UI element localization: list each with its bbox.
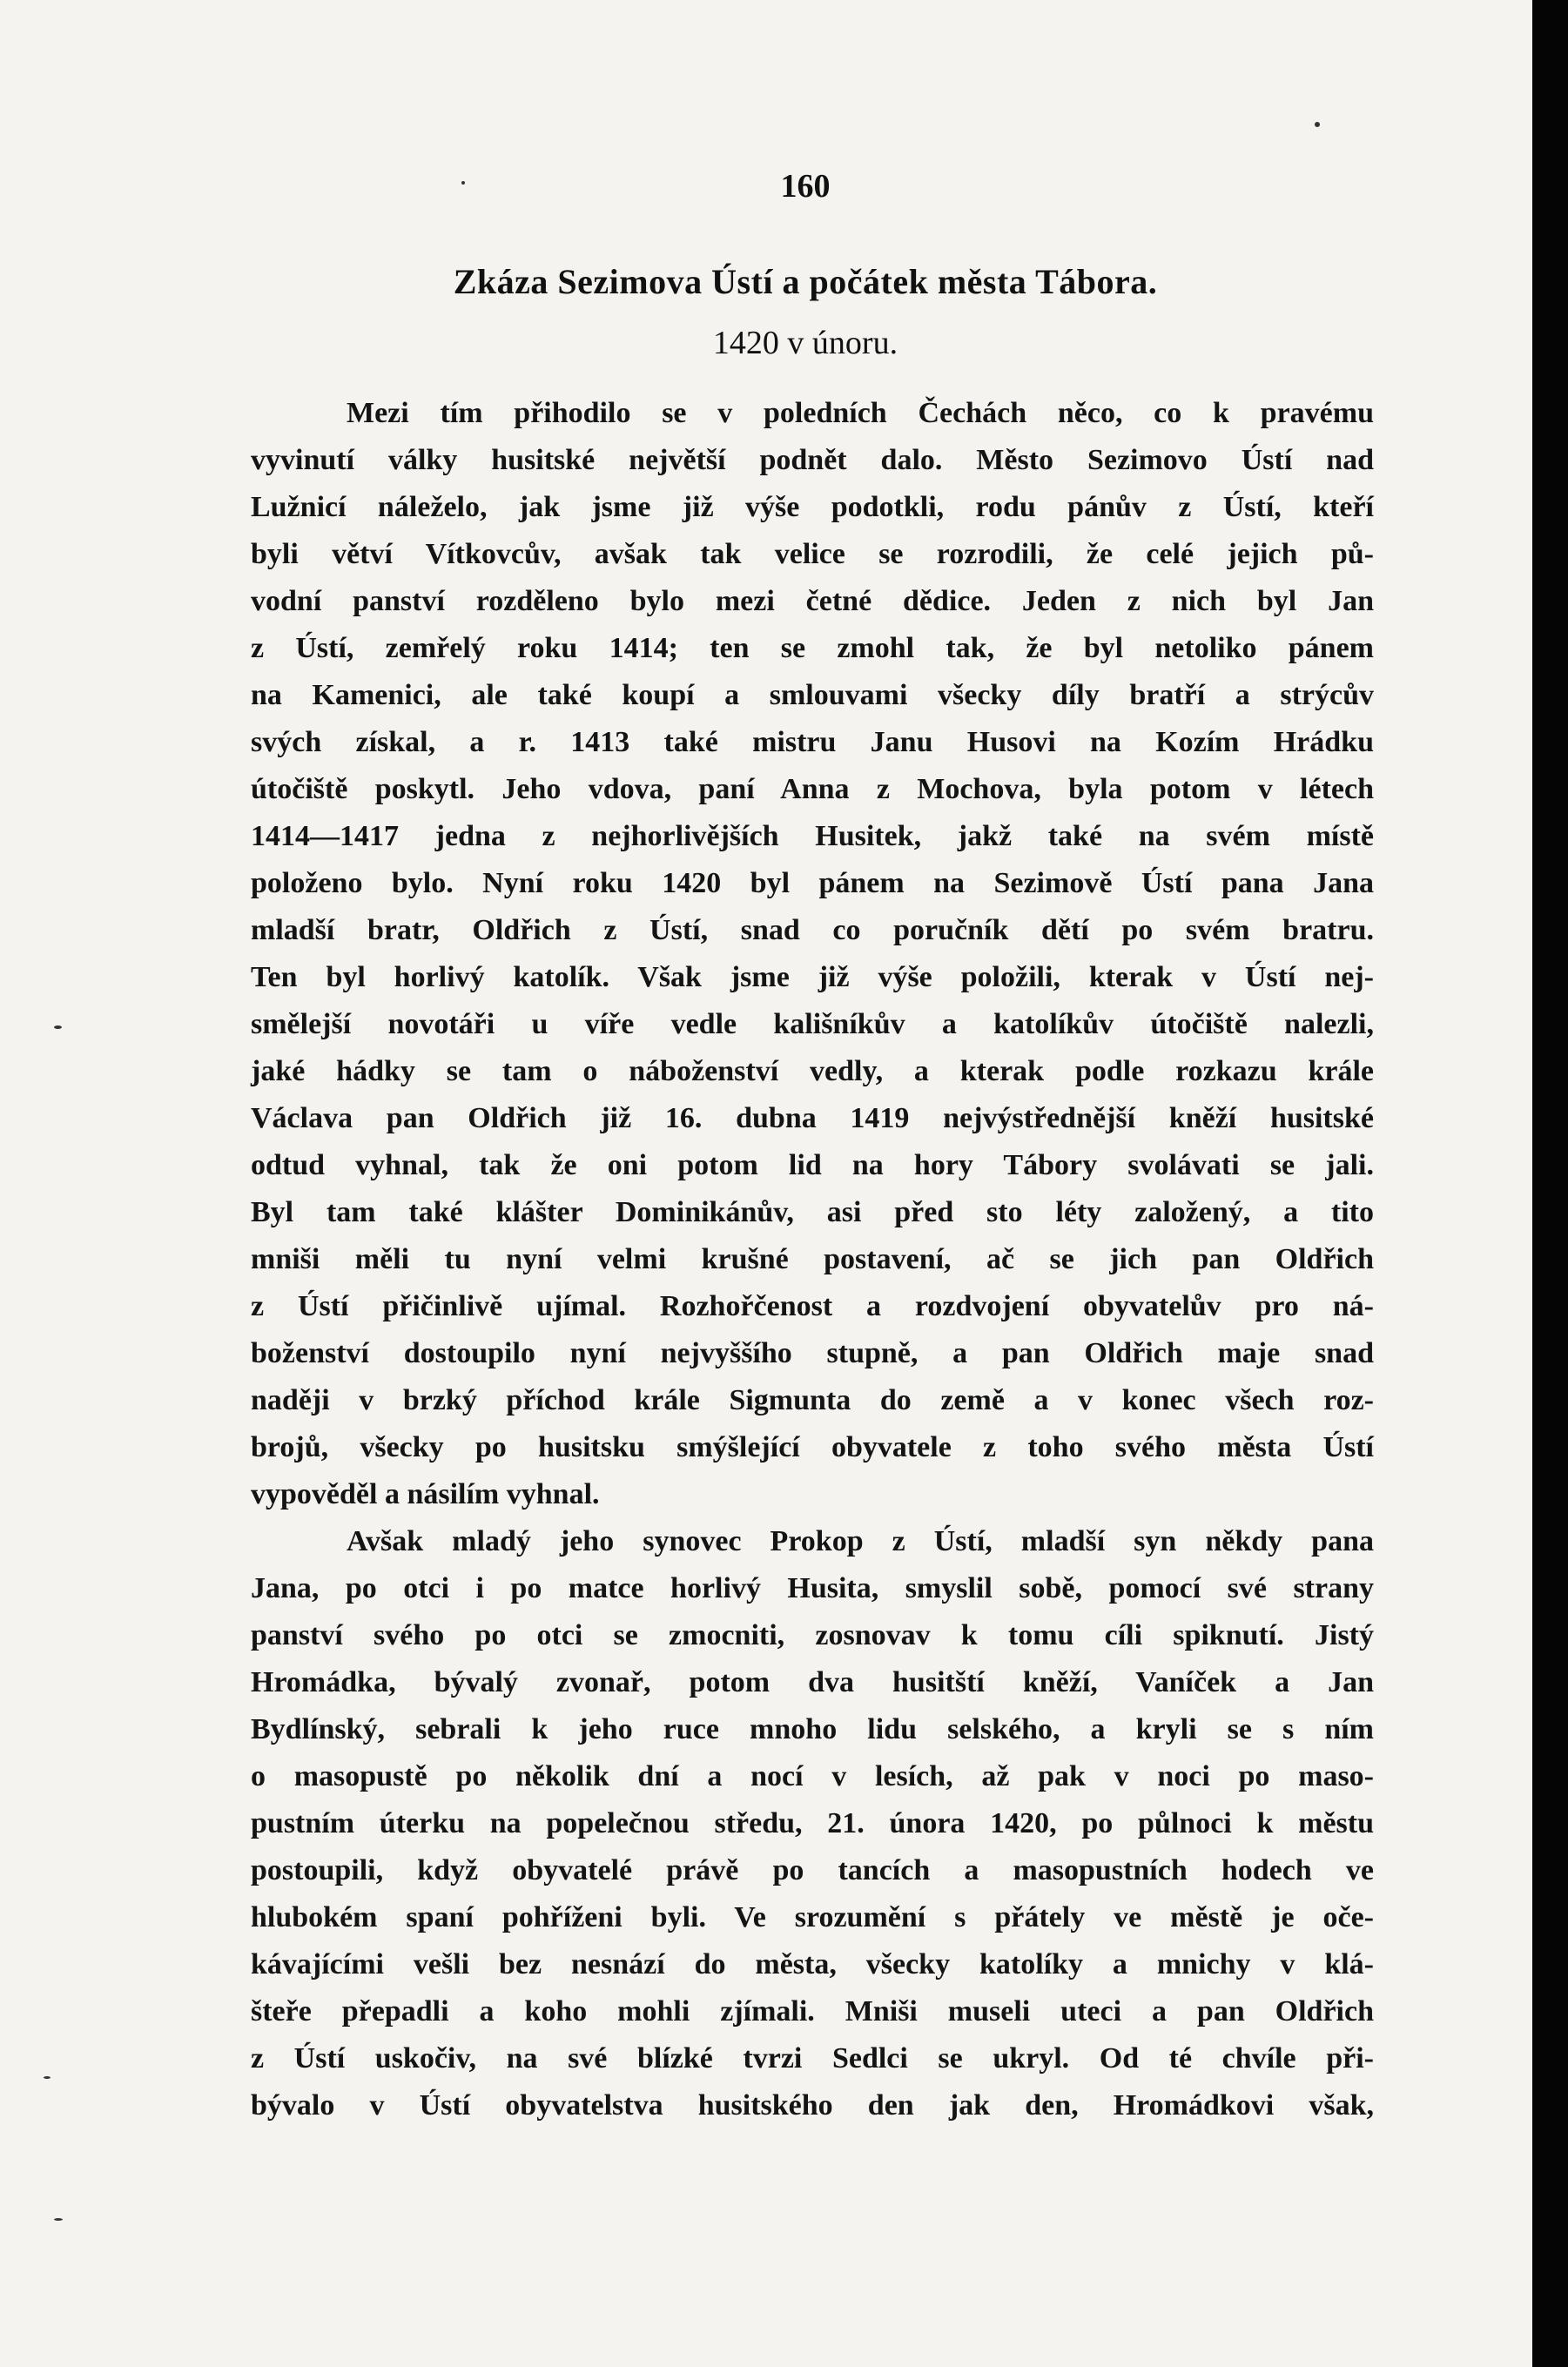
text-line: boženství dostoupilo nyní nejvyššího stupně, a pan Oldřich maje snad — [251, 1337, 1374, 1369]
chapter-date: 1420 v únoru. — [712, 325, 898, 361]
page-number: 160 — [780, 168, 831, 205]
scan-speck — [1315, 122, 1320, 127]
text-line: mladší bratr, Oldřich z Ústí, snad co poručník dětí po svém bratru. — [251, 914, 1374, 946]
text-line: Mezi tím přihodilo se v poledních Čechách něco, co k pravému — [347, 397, 1374, 429]
text-line: vyvinutí války husitské největší podnět dalo. Město Sezimovo Ústí nad — [251, 444, 1374, 476]
text-line: bývalo v Ústí obyvatelstva husitského den jak den, Hromádkovi však, — [251, 2089, 1374, 2122]
text-line: útočiště poskytl. Jeho vdova, paní Anna z Mochova, byla potom v létech — [251, 773, 1374, 805]
text-line: o masopustě po několik dní a nocí v lesích, až pak v noci po maso- — [251, 1760, 1374, 1792]
text-line: Lužnicí náleželo, jak jsme již výše podotkli, rodu pánův z Ústí, kteří — [251, 491, 1374, 523]
body-text — [251, 390, 1374, 2129]
text-line: byli větví Vítkovcův, avšak tak velice se rozrodili, že celé jejich pů- — [251, 538, 1374, 570]
scan-speck — [54, 2218, 63, 2221]
text-line: z Ústí, zemřelý roku 1414; ten se zmohl tak, že byl netoliko pánem — [251, 632, 1374, 664]
text-line: Hromádka, bývalý zvonař, potom dva husitští kněží, Vaníček a Jan — [251, 1666, 1374, 1698]
text-line: z Ústí uskočiv, na své blízké tvrzi Sedlci se ukryl. Od té chvíle při- — [251, 2042, 1374, 2074]
text-line: 1414—1417 jedna z nejhorlivějších Husitek, jakž také na svém místě — [251, 820, 1374, 852]
text-line: na Kamenici, ale také koupí a smlouvami všecky díly bratří a strýcův — [251, 679, 1374, 711]
text-line: vypověděl a násilím vyhnal. — [251, 1478, 600, 1510]
scan-border — [1532, 0, 1568, 2367]
text-line: jaké hádky se tam o náboženství vedly, a kterak podle rozkazu krále — [251, 1055, 1374, 1087]
text-line: svých získal, a r. 1413 také mistru Janu Husovi na Kozím Hrádku — [251, 726, 1374, 758]
text-line: brojů, všecky po husitsku smýšlející obyvatele z toho svého města Ústí — [251, 1431, 1374, 1463]
text-line: panství svého po otci se zmocniti, zosnovav k tomu cíli spiknutí. Jistý — [251, 1619, 1374, 1651]
text-line: Ten byl horlivý katolík. Však jsme již výše položili, kterak v Ústí nej- — [251, 961, 1374, 993]
text-line: mniši měli tu nyní velmi krušné postavení, ač se jich pan Oldřich — [251, 1243, 1374, 1275]
text-line: hlubokém spaní pohříženi byli. Ve srozumění s přátely ve městě je oče- — [251, 1901, 1374, 1933]
chapter-title: Zkáza Sezimova Ústí a počátek města Tábora. — [453, 262, 1158, 301]
text-line: vodní panství rozděleno bylo mezi četné dědice. Jeden z nich byl Jan — [251, 585, 1374, 617]
scan-speck — [44, 2076, 50, 2079]
text-line: pustním úterku na popelečnou středu, 21. února 1420, po půlnoci k městu — [251, 1807, 1374, 1839]
scan-speck — [54, 1025, 62, 1029]
text-line: položeno bylo. Nyní roku 1420 byl pánem na Sezimově Ústí pana Jana — [251, 867, 1374, 899]
text-line: kávajícími vešli bez nesnází do města, všecky katolíky a mnichy v klá- — [251, 1948, 1374, 1980]
text-line: smělejší novotáři u víře vedle kališníkův a katolíkův útočiště nalezli, — [251, 1008, 1374, 1040]
text-line: Byl tam také klášter Dominikánův, asi před sto léty založený, a tito — [251, 1196, 1374, 1228]
text-line: Václava pan Oldřich již 16. dubna 1419 nejvýstřednější kněží husitské — [251, 1102, 1374, 1134]
text-line: Avšak mladý jeho synovec Prokop z Ústí, mladší syn někdy pana — [347, 1525, 1374, 1557]
scan-speck — [461, 181, 465, 185]
text-line: Bydlínský, sebrali k jeho ruce mnoho lidu selského, a kryli se s ním — [251, 1713, 1374, 1745]
text-line: Jana, po otci i po matce horlivý Husita, smyslil sobě, pomocí své strany — [251, 1572, 1374, 1604]
text-line: postoupili, když obyvatelé právě po tancích a masopustních hodech ve — [251, 1854, 1374, 1886]
text-line: šteře přepadli a koho mohli zjímali. Mniši museli uteci a pan Oldřich — [251, 1995, 1374, 2027]
text-line: z Ústí přičinlivě ujímal. Rozhořčenost a rozdvojení obyvatelův pro ná- — [251, 1290, 1374, 1322]
text-line: odtud vyhnal, tak že oni potom lid na hory Tábory svolávati se jali. — [251, 1149, 1374, 1181]
text-line: naději v brzký příchod krále Sigmunta do země a v konec všech roz- — [251, 1384, 1374, 1416]
